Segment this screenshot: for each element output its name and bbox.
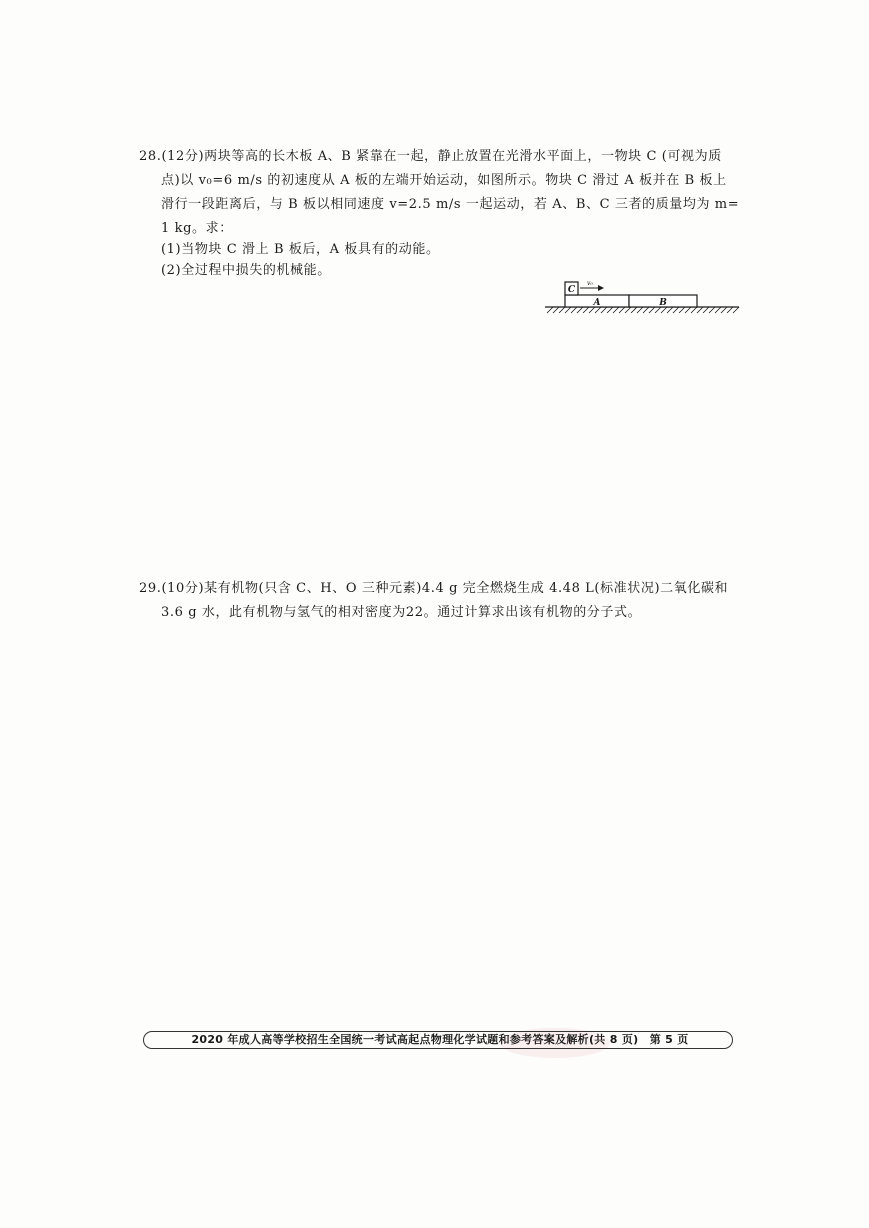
question-28-line-3: 滑行一段距离后，与 B 板以相同速度 v=2.5 m/s 一起运动，若 A、B、C 三者的质量均为 m= bbox=[161, 197, 740, 212]
question-28-line-2: 点)以 v₀=6 m/s 的初速度从 A 板的左端开始运动，如图所示。物块 C 滑过 A 板并在 B 板上 bbox=[161, 173, 727, 188]
question-29-line-1: 29.(10分)某有机物(只含 C、H、O 三种元素)4.4 g 完全燃烧生成 4.48 L(标准状况)二氧化碳和 bbox=[139, 581, 729, 596]
boards-figure bbox=[543, 278, 743, 320]
question-29-line-2: 3.6 g 水，此有机物与氢气的相对密度为22。通过计算求出该有机物的分子式。 bbox=[161, 605, 642, 620]
ground-hatch bbox=[547, 307, 739, 313]
block-c-label: C bbox=[567, 285, 576, 295]
question-28-subquestion-2: (2)全过程中损失的机械能。 bbox=[161, 263, 331, 278]
question-28-line-4: 1 kg。求： bbox=[161, 221, 233, 236]
question-28-subquestion-1: (1)当物块 C 滑上 B 板后，A 板具有的动能。 bbox=[161, 242, 440, 257]
board-a-label: A bbox=[593, 298, 601, 308]
footer-text: 2020 年成人高等学校招生全国统一考试高起点物理化学试题和参考答案及解析(共 8 页) 第 5 页 bbox=[191, 1033, 689, 1046]
board-b-label: B bbox=[659, 298, 667, 308]
question-28-line-1: 28.(12分)两块等高的长木板 A、B 紧靠在一起，静止放置在光滑水平面上，一物块 C (可视为质 bbox=[139, 149, 722, 164]
velocity-label: v₀ bbox=[587, 280, 593, 287]
